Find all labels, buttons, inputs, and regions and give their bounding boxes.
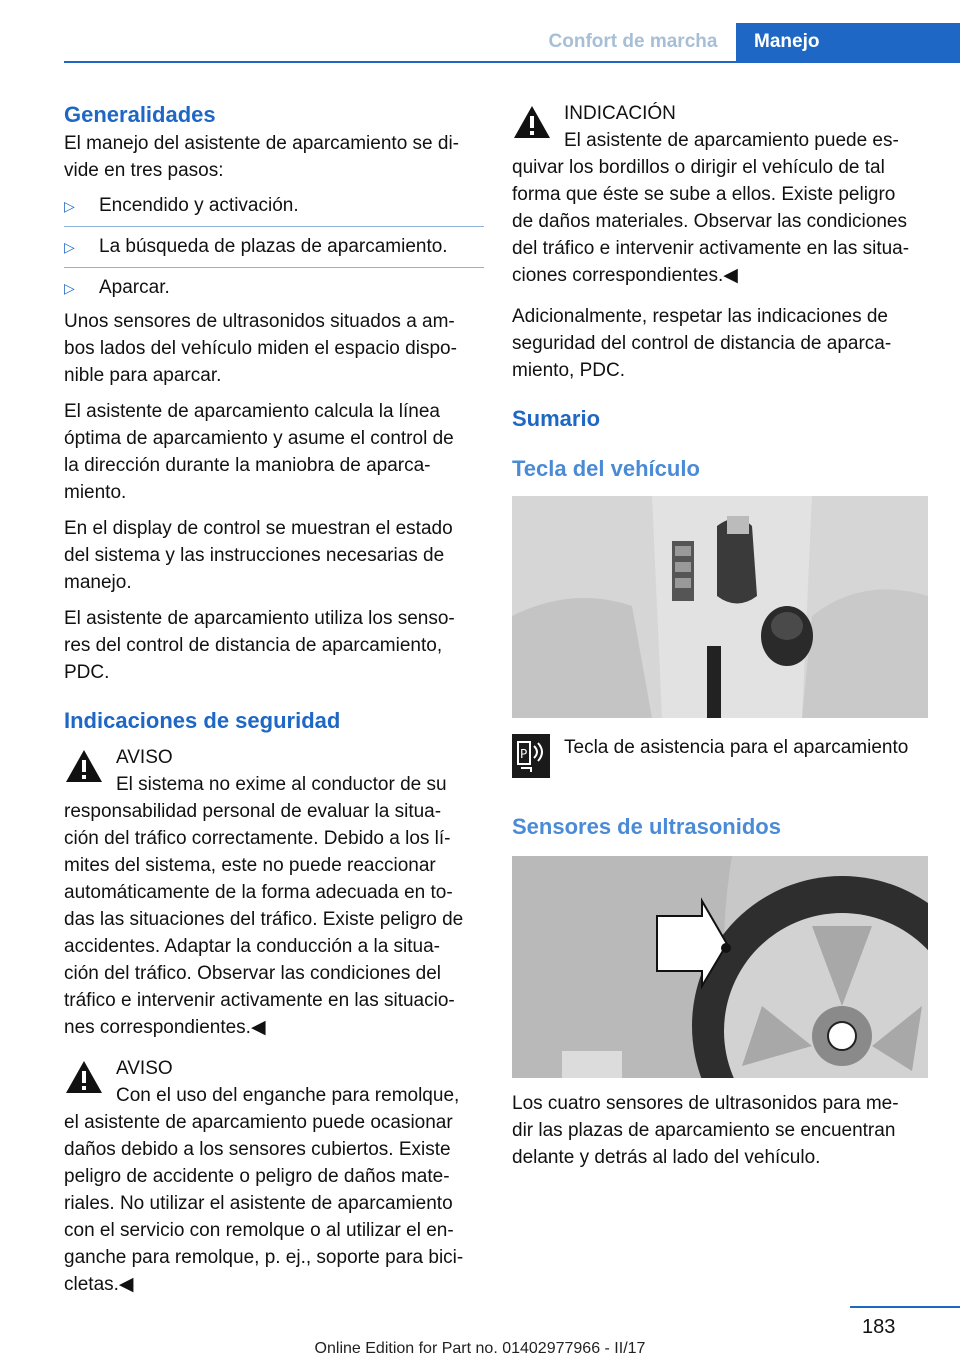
list-item-text: La búsqueda de plazas de aparcamiento. [99,236,448,257]
heading-sensores-ultrasonidos: Sensores de ultrasonidos [512,814,781,839]
parking-assist-button-icon [512,734,550,778]
list-item [64,227,484,268]
triangle-bullet-icon: ▷ [64,280,75,296]
tab-manejo[interactable]: Manejo [736,23,960,61]
paragraph-intro: El manejo del asistente de aparcamiento se di- vide en tres pasos: [64,133,460,181]
warning-text: responsabilidad personal de evaluar la situa- ción del tráfico correctamente. Debido a los lí- mites del sistema, este no puede reaccionar automáticamente de la forma adecuada en to- das las situaciones del tráfico. Existe peligro de accidentes. Adaptar la conducción a la situa- ción del tráfico. Observar las condiciones del tráfico e intervenir activamente en las situacio- nes correspondientes.◀ [64,801,464,1038]
right-column [512,100,930,1171]
triangle-bullet-icon: ▷ [64,239,75,255]
note-block [512,100,930,289]
warning-first-line: Con el uso del enganche para remolque, [116,1085,460,1106]
page-number: 183 [862,1316,896,1338]
heading-indicaciones-seguridad: Indicaciones de seguridad [64,708,341,733]
paragraph-pdc: El asistente de aparcamiento utiliza los senso- res del control de distancia de aparcamiento, PDC. [64,608,455,683]
note-text: quivar los bordillos o dirigir el vehículo de tal forma que éste se sube a ellos. Existe peligro de daños materiales. Observar las condiciones del tráfico e intervenir activamente en las situa- ciones correspondientes.◀ [512,157,910,286]
warning-text: el asistente de aparcamiento puede ocasionar daños debido a los sensores cubiertos. Existe peligro de accidente o peligro de daños mate- riales. No utilizar el asistente de aparcamiento con el servicio con remolque o al utilizar el en- ganche para remolque, p. ej., soporte para bici- cletas.◀ [64,1112,464,1295]
caption-tecla-asistencia: Tecla de asistencia para el aparcamiento [564,737,909,758]
warning-title: AVISO [116,1058,173,1079]
heading-generalidades: Generalidades [64,102,216,127]
ultrasonic-sensor-photo [512,856,928,1078]
header-divider [64,61,960,63]
tab-confort-de-marcha[interactable]: Confort de marcha [530,23,736,61]
center-console-photo [512,496,928,718]
warning-first-line: El sistema no exime al conductor de su [116,774,447,795]
paragraph-optimal-line: El asistente de aparcamiento calcula la línea óptima de aparcamiento y asume el control de la dirección durante la maniobra de aparca- miento. [64,401,454,503]
list-item [64,268,484,308]
paragraph-display: En el display de control se muestran el estado del sistema y las instrucciones necesarias de manejo. [64,518,453,593]
note-first-line: El asistente de aparcamiento puede es- [564,130,899,151]
svg-text:P: P [520,747,528,761]
warning-block [64,1055,484,1298]
heading-tecla-vehiculo: Tecla del vehículo [512,456,700,481]
warning-triangle-icon [64,1059,104,1095]
note-title: INDICACIÓN [564,103,676,124]
warning-triangle-icon [64,748,104,784]
left-column [64,100,484,1298]
list-item-text: Aparcar. [99,277,170,298]
list-item-text: Encendido y activación. [99,195,299,216]
warning-triangle-icon [512,104,552,140]
paragraph-sensores: Los cuatro sensores de ultrasonidos para me- dir las plazas de aparcamiento se encuentran delante y detrás al lado del vehículo. [512,1093,899,1168]
page-header [0,0,960,62]
wheel-sensor-illustration [512,856,928,1078]
paragraph-sensors: Unos sensores de ultrasonidos situados a am- bos lados del vehículo miden el espacio dispo- nible para aparcar. [64,311,457,386]
edition-footer: Online Edition for Part no. 01402977966 - II/17 [314,1340,646,1357]
warning-title: AVISO [116,747,173,768]
footer-divider [850,1306,960,1308]
list-item [64,186,484,227]
triangle-bullet-icon: ▷ [64,198,75,214]
heading-sumario: Sumario [512,406,601,431]
paragraph-additional: Adicionalmente, respetar las indicaciones de seguridad del control de distancia de aparca- miento, PDC. [512,306,892,381]
steps-list [64,186,484,308]
warning-block [64,744,484,1041]
center-console-illustration [512,496,928,718]
caption-row [512,734,930,778]
